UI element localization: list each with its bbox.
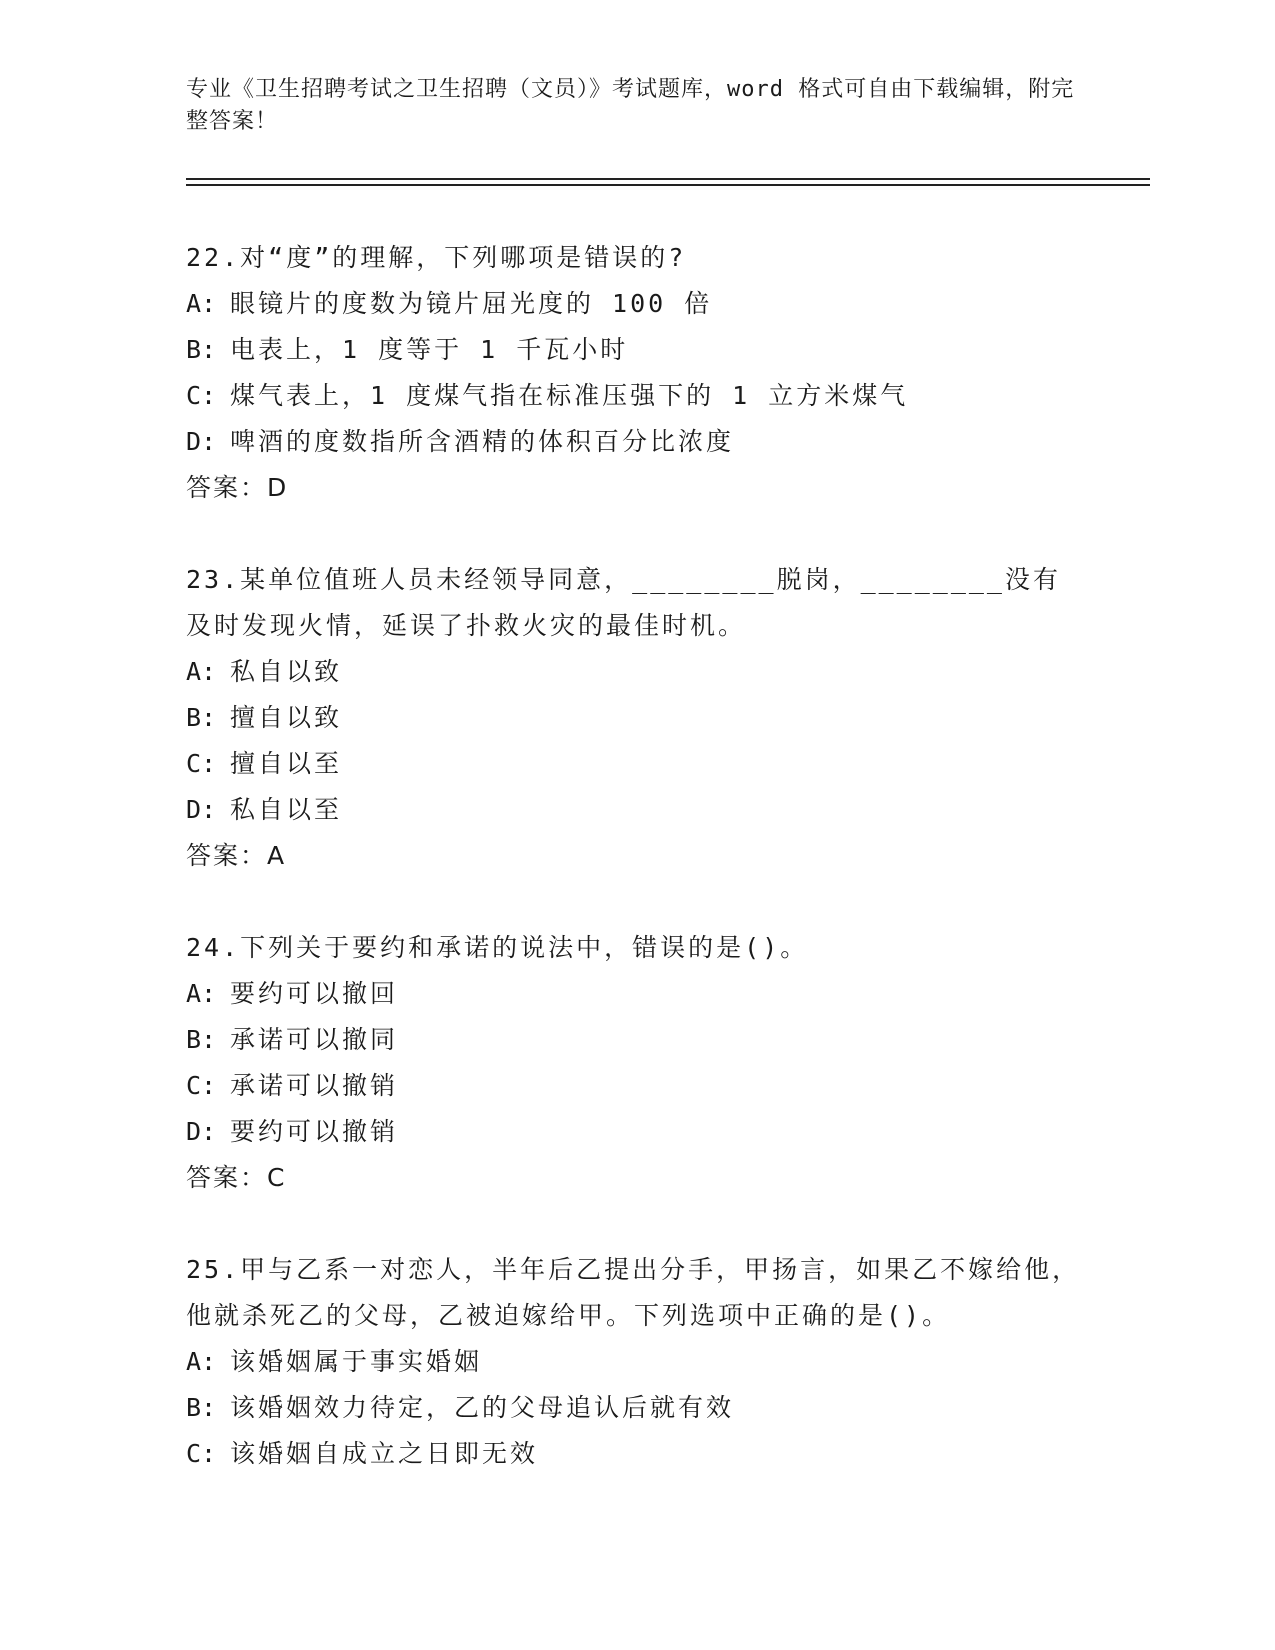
question-24 [186,925,1086,1201]
option-key: C: [186,381,217,410]
option-text: 擅自以至 [230,749,343,778]
question-stem: 24.下列关于要约和承诺的说法中，错误的是()。 [186,933,809,962]
question-list [186,235,1086,1523]
option-text: 要约可以撤回 [230,979,399,1008]
option-key: B: [186,1025,217,1054]
option-text: 该婚姻效力待定，乙的父母追认后就有效 [230,1393,735,1422]
option-d [186,787,1086,833]
option-text: 电表上，1 度等于 1 千瓦小时 [230,335,629,364]
option-key: A: [186,657,217,686]
option-key: C: [186,1439,217,1468]
option-b [186,1017,1086,1063]
answer-label: 答案： [186,841,268,870]
option-text: 擅自以致 [230,703,343,732]
option-d [186,1109,1086,1155]
question-22 [186,235,1086,511]
option-key: A: [186,1347,217,1376]
option-text: 该婚姻自成立之日即无效 [230,1439,539,1468]
option-key: B: [186,703,217,732]
question-25 [186,1247,1086,1477]
option-text: 承诺可以撤同 [230,1025,399,1054]
option-key: D: [186,1117,217,1146]
answer-value: D [267,473,288,502]
option-text: 啤酒的度数指所含酒精的体积百分比浓度 [230,427,735,456]
question-stem: 25.甲与乙系一对恋人，半年后乙提出分手，甲扬言，如果乙不嫁给他，他就杀死乙的父母，乙被迫嫁给甲。下列选项中正确的是()。 [186,1255,1081,1330]
option-key: B: [186,1393,217,1422]
question-23 [186,557,1086,879]
option-c [186,1431,1086,1477]
answer-line [186,833,1086,879]
option-text: 煤气表上，1 度煤气指在标准压强下的 1 立方米煤气 [230,381,909,410]
option-key: C: [186,1071,217,1100]
option-d [186,419,1086,465]
option-c [186,373,1086,419]
option-a [186,971,1086,1017]
option-text: 要约可以撤销 [230,1117,399,1146]
option-key: B: [186,335,217,364]
option-text: 承诺可以撤销 [230,1071,399,1100]
option-b [186,1385,1086,1431]
answer-line [186,465,1086,511]
option-a [186,1339,1086,1385]
header-divider-bottom [186,184,1150,186]
option-text: 私自以致 [230,657,343,686]
option-text: 该婚姻属于事实婚姻 [230,1347,483,1376]
option-a [186,649,1086,695]
option-c [186,1063,1086,1109]
header-divider-top [186,178,1150,180]
option-key: C: [186,749,217,778]
answer-value: A [267,841,286,870]
answer-label: 答案： [186,1163,268,1192]
question-stem: 22.对“度”的理解，下列哪项是错误的? [186,243,687,272]
document-header: 专业《卫生招聘考试之卫生招聘（文员）》考试题库，word 格式可自由下载编辑，附完整答案！ [186,77,1075,134]
option-b [186,695,1086,741]
option-key: D: [186,427,217,456]
answer-line [186,1155,1086,1201]
option-c [186,741,1086,787]
question-stem: 23.某单位值班人员未经领导同意，________脱岗，________没有及时发现火情，延误了扑救火灾的最佳时机。 [186,565,1061,640]
option-text: 私自以至 [230,795,343,824]
answer-value: C [267,1163,286,1192]
option-b [186,327,1086,373]
option-key: A: [186,979,217,1008]
option-text: 眼镜片的度数为镜片屈光度的 100 倍 [230,289,713,318]
option-key: D: [186,795,217,824]
option-a [186,281,1086,327]
option-key: A: [186,289,217,318]
answer-label: 答案： [186,473,268,502]
